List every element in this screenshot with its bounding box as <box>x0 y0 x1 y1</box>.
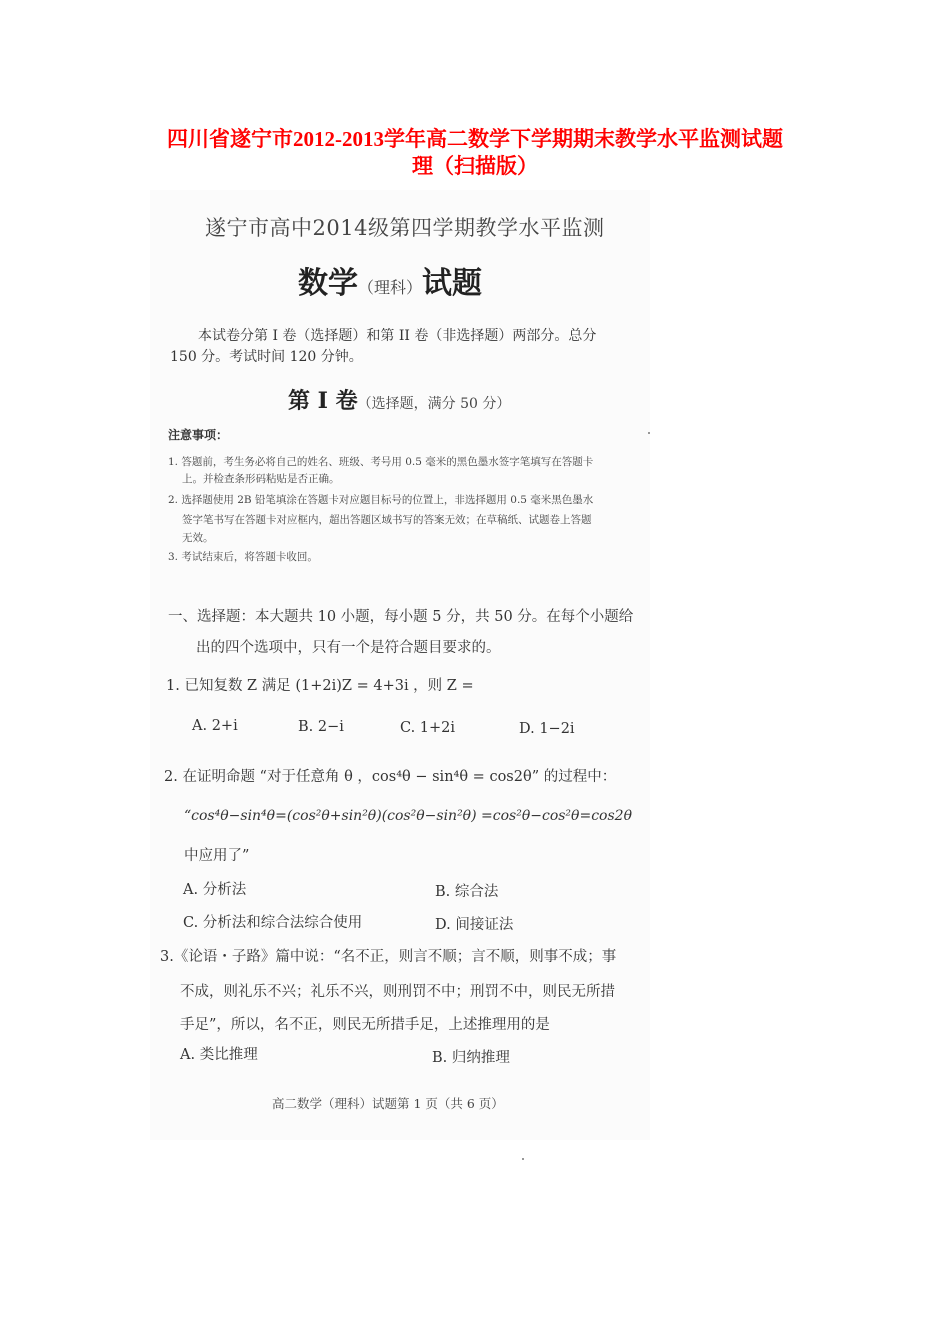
question-1-option-c: C. 1+2i <box>400 720 456 736</box>
question-3-line1: 3.《论语・子路》篇中说：“名不正，则言不顺；言不顺，则事不成；事 <box>160 949 617 965</box>
question-3-option-a: A. 类比推理 <box>180 1047 258 1063</box>
notice-item: 1. 答题前，考生务必将自己的姓名、班级、考号用 0.5 毫米的黑色墨水签字笔填写在答题卡 <box>168 456 594 468</box>
notice-item: 上。并检查条形码粘贴是否正确。 <box>182 473 340 485</box>
notice-item: 无效。 <box>182 532 214 544</box>
question-3-option-b: B. 归纳推理 <box>432 1050 510 1066</box>
exam-subject-title <box>298 258 482 302</box>
notice-heading: 注意事项： <box>168 428 229 442</box>
subject-sub: （理科） <box>358 278 423 297</box>
part1-label: 第 I 卷 <box>288 388 358 414</box>
question-2-option-b: B. 综合法 <box>435 884 499 900</box>
intro-line-2: 150 分。考试时间 120 分钟。 <box>170 349 363 365</box>
question-2-option-d: D. 间接证法 <box>435 917 514 933</box>
intro-line-1: 本试卷分第 I 卷（选择题）和第 II 卷（非选择题）两部分。总分 <box>198 328 597 344</box>
question-3-line3: 手足”，所以，名不正，则民无所措手足，上述推理用的是 <box>180 1017 550 1033</box>
question-2-tail: 中应用了” <box>184 848 250 864</box>
question-2-option-a: A. 分析法 <box>183 882 247 898</box>
question-2-option-c: C. 分析法和综合法综合使用 <box>183 915 363 931</box>
question-1-stem: 1. 已知复数 Z 满足 (1+2i)Z = 4+3i ，则 Z = <box>166 678 474 694</box>
section1-instruction-line2: 出的四个选项中，只有一个是符合题目要求的。 <box>196 640 501 656</box>
document-title-line1: 四川省遂宁市2012-2013学年高二数学下学期期末教学水平监测试题 <box>167 127 783 151</box>
question-3-line2: 不成，则礼乐不兴；礼乐不兴，则刑罚不中；刑罚不中，则民无所措 <box>180 984 615 1000</box>
section1-instruction-line1: 一、选择题：本大题共 10 小题，每小题 5 分，共 50 分。在每个小题给 <box>168 609 634 625</box>
subject-tail: 试题 <box>422 266 483 301</box>
notice-item: 2. 选择题使用 2B 铅笔填涂在答题卡对应题目标号的位置上，非选择题用 0.5 毫米黑色墨水 <box>168 494 594 506</box>
notice-item: 3. 考试结束后，将答题卡收回。 <box>168 551 318 563</box>
question-2-stem: 2. 在证明命题 “对于任意角 θ ，cos⁴θ − sin⁴θ = cos2θ” 的过程中： <box>164 769 617 785</box>
scan-speck <box>522 1158 524 1160</box>
part1-subtitle: （选择题，满分 50 分） <box>357 396 511 412</box>
exam-header: 遂宁市高中2014级第四学期教学水平监测 <box>205 216 605 240</box>
page-footer: 高二数学（理科）试题第 1 页（共 6 页） <box>272 1096 504 1111</box>
question-1-option-d: D. 1−2i <box>519 721 575 737</box>
scan-speck <box>648 432 650 434</box>
notice-item: 签字笔书写在答题卡对应框内，超出答题区域书写的答案无效；在草稿纸、试题卷上答题 <box>182 514 592 526</box>
question-1-option-b: B. 2−i <box>298 719 344 735</box>
document-title-line2: 理（扫描版） <box>412 154 538 178</box>
part1-title <box>288 384 510 415</box>
subject-main: 数学 <box>298 266 358 301</box>
question-2-formula: “cos⁴θ−sin⁴θ=(cos²θ+sin²θ)(cos²θ−sin²θ) =cos²θ−cos²θ=cos2θ <box>184 808 632 824</box>
question-1-option-a: A. 2+i <box>192 718 238 734</box>
